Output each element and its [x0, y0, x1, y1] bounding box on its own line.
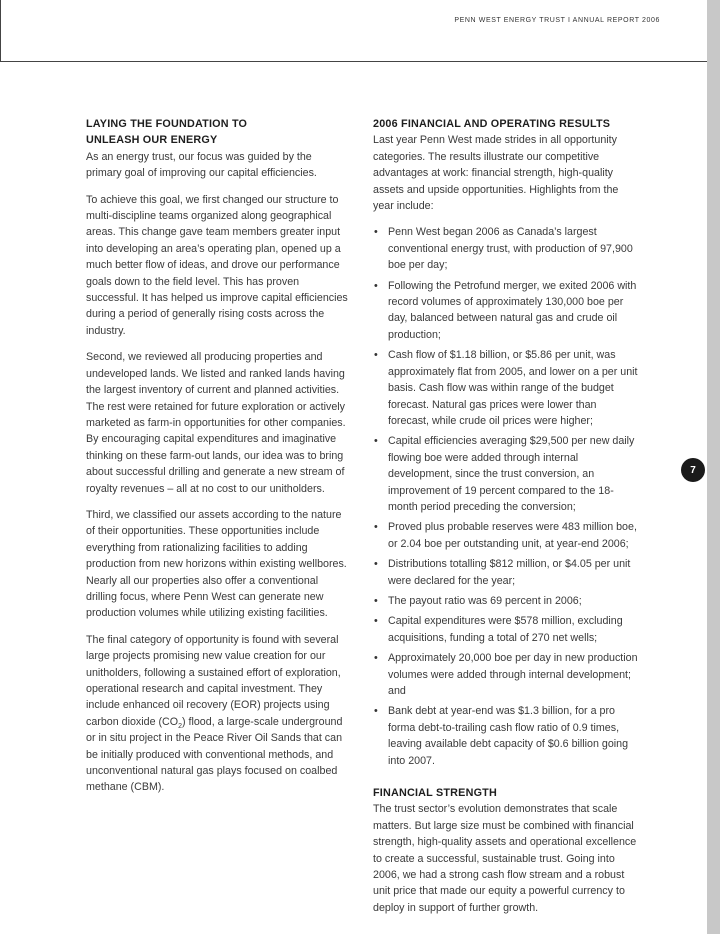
top-frame — [0, 0, 707, 62]
spacer — [373, 773, 638, 785]
list-item: • Cash flow of $1.18 billion, or $5.86 per unit, was approximately flat from 2005, and lower on a per unit basis. Cash flow was within range of the budget forecast. Natural gas prices were lower than forecast, while crude oil prices were higher; — [373, 347, 638, 429]
paragraph: To achieve this goal, we first changed our structure to multi-discipline teams organized along geographical areas. This change gave team members greater input into developing an area’s operating plan, opened up a much better flow of ideas, and drove our performance goals down to the field level. This has proven successful. It has helped us improve capital efficiencies during a period of generally rising costs across the industry. — [86, 193, 348, 337]
left-column — [86, 116, 350, 806]
section-heading-financial-strength: FINANCIAL STRENGTH — [373, 787, 497, 800]
section-heading-foundation — [86, 116, 350, 149]
running-header: PENN WEST ENERGY TRUST I ANNUAL REPORT 2006 — [454, 17, 660, 24]
text-run: ) flood, a large-scale underground or in situ project in the Peace River Oil Sands that can be initially produced with conventional methods, and unconventional natural gas plays focused on coalbed methane (CBM). — [86, 715, 343, 794]
list-item: • Penn West began 2006 as Canada’s largest conventional energy trust, with production of 97,900 boe per day; — [373, 224, 638, 273]
list-item: • The payout ratio was 69 percent in 2006; — [373, 593, 638, 609]
right-column — [373, 116, 638, 926]
list-item: • Capital efficiencies averaging $29,500 per new daily flowing boe were added through internal development, since the trust conversion, an improvement of 19 percent compared to the 18-month period preceding the conversion; — [373, 433, 638, 515]
highlights-list — [373, 224, 638, 769]
list-item: • Bank debt at year-end was $1.3 billion, for a pro forma debt-to-trailing cash flow ratio of 0.9 times, leaving available debt capacity of $0.6 billion going into 2007. — [373, 703, 638, 769]
side-tab-bar — [707, 0, 720, 934]
heading-line: LAYING THE FOUNDATION TO — [86, 118, 248, 130]
paragraph: Second, we reviewed all producing properties and undeveloped lands. We listed and ranked lands having the largest inventory of current and planned activities. The rest were retained for future exploration or actively marketed as farm-in opportunities for other companies. By encouraging capital expenditures and imaginative thinking on these farm-out lands, our idea was to bring about successful drilling and generate a new stream of royalty revenues – all at no cost to our unitholders. — [86, 351, 346, 495]
paragraph: Last year Penn West made strides in all opportunity categories. The results illustrate our competitive advantages at work: financial strength, high-quality assets and upside opportunities. Highlights from the year include: — [373, 134, 619, 213]
list-item: • Distributions totalling $812 million, or $4.05 per unit were declared for the year; — [373, 556, 638, 589]
section-heading-results: 2006 FINANCIAL AND OPERATING RESULTS — [373, 118, 611, 130]
list-item: • Approximately 20,000 boe per day in new production volumes were added through internal development; and — [373, 650, 638, 699]
list-item: • Following the Petrofund merger, we exited 2006 with record volumes of approximately 130,000 boe per day, balanced between natural gas and crude oil production; — [373, 278, 638, 344]
paragraph: Third, we classified our assets according to the nature of their opportunities. These opportunities include everything from rationalizing facilities to adding production from new horizons within existing wellbores. Nearly all our properties also offer a conventional drilling focus, where Penn West can generate new production volumes while utilizing existing facilities. — [86, 508, 347, 620]
paragraph: The trust sector’s evolution demonstrates that scale matters. But large size must be combined with financial strength, high-quality assets and operational excellence to create a successful, sustainable trust. Going into 2006, we had a strong cash flow stream and a robust unit price that made our equity a powerful currency to deploy in support of further growth. — [373, 803, 637, 914]
subscript: 2 — [178, 722, 182, 730]
paragraph: As an energy trust, our focus was guided by the primary goal of improving our capital efficiencies. — [86, 150, 317, 180]
text-run: The final category of opportunity is found with several large projects promising new value creation for our unitholders, following a sustained effort of exploration, operational research and capital investment. They include enhanced oil recovery (EOR) projects using carbon dioxide (CO — [86, 633, 341, 728]
list-item: • Proved plus probable reserves were 483 million boe, or 2.04 boe per outstanding unit, at year-end 2006; — [373, 519, 638, 552]
paragraph-eor — [86, 632, 350, 796]
heading-line: UNLEASH OUR ENERGY — [86, 134, 218, 147]
page-number-badge: 7 — [681, 458, 705, 482]
list-item: • Capital expenditures were $578 million, excluding acquisitions, funding a total of 270 net wells; — [373, 613, 638, 646]
